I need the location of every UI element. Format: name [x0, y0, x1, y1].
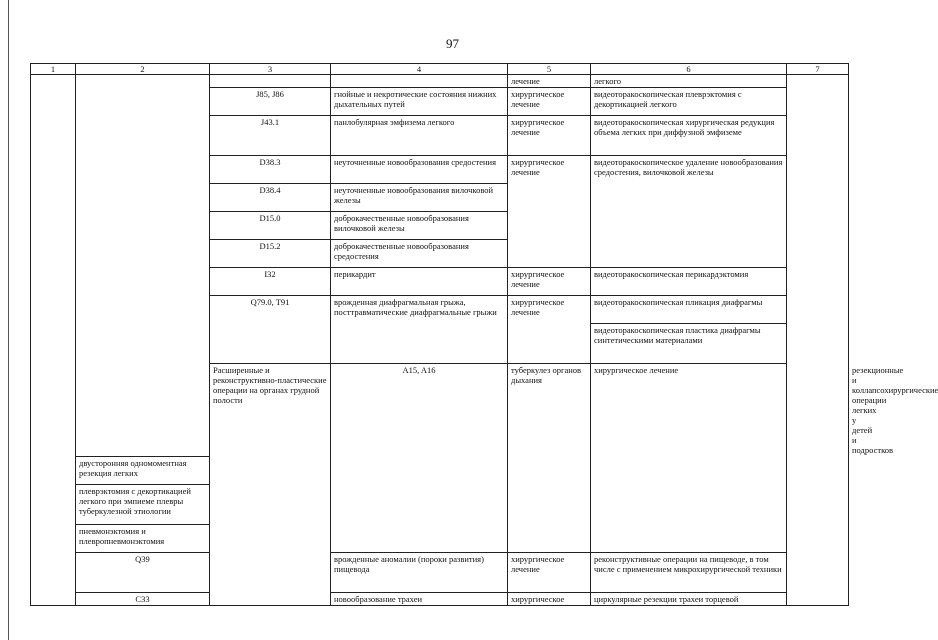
page-number: 97 [446, 36, 459, 51]
cell-method: видеоторакоскопическая пликация диафрагмы [591, 296, 787, 324]
cell-method: видеоторакоскопическая перикардэктомия [591, 268, 787, 296]
column-header: 2 [76, 64, 210, 75]
cell-diagnosis: доброкачественные новообразования средостения [331, 240, 508, 268]
cell-code: I32 [210, 268, 331, 296]
cell-treatment: хирургическое лечение [508, 116, 591, 156]
cell-code: C33 [76, 593, 210, 606]
cell-code: D15.0 [210, 212, 331, 240]
cell-code: J43.1 [210, 116, 331, 156]
cell-code: J85, J86 [210, 88, 331, 116]
cell-diagnosis: неуточненные новообразования вилочковой железы [331, 184, 508, 212]
cell-treatment: хирургическое лечение [508, 268, 591, 296]
table-row: Расширенные и реконструктивно-пластические операции на органах грудной полости A15, A16 туберкулез органов дыхания хирургическое лечение резекционные и коллапсохирургические операции легких у детей и подростков [31, 364, 849, 457]
cell-diagnosis: новообразование трахеи [331, 593, 508, 606]
cell-code: A15, A16 [331, 364, 508, 553]
column-header: 7 [787, 64, 849, 75]
cell-code [210, 75, 331, 88]
margin-line [8, 0, 9, 640]
cell-group: Расширенные и реконструктивно-пластические операции на органах грудной полости [210, 364, 331, 606]
cell-method: видеоторакоскопическая пластика диафрагмы синтетическими материалами [591, 324, 787, 364]
cell-diagnosis: панлобулярная эмфизема легкого [331, 116, 508, 156]
table-row [31, 593, 849, 606]
cell-code: D38.4 [210, 184, 331, 212]
cell-method: легкого [591, 75, 787, 88]
table-row [31, 553, 849, 593]
cell-method: реконструктивные операции на пищеводе, в том числе с применением микрохирургической техники [591, 553, 787, 593]
cell-diagnosis [331, 75, 508, 88]
cell-treatment: хирургическое [508, 593, 591, 606]
cell-method: пневмонэктомия и плевропневмонэктомия [76, 525, 210, 553]
cell-method: видеоторакоскопическая хирургическая редукция объема легких при диффузной эмфиземе [591, 116, 787, 156]
medical-procedures-table [30, 63, 938, 606]
column-header: 5 [508, 64, 591, 75]
table-row [31, 75, 849, 88]
cell-code: Q79.0, T91 [210, 296, 331, 364]
cell-code: D15.2 [210, 240, 331, 268]
cell-treatment: хирургическое лечение [508, 296, 591, 364]
cell-treatment: хирургическое лечение [508, 156, 591, 268]
cell-method: двусторонняя одномоментная резекция легких [76, 457, 210, 485]
cell-method: циркулярные резекции трахеи торцевой [591, 593, 787, 606]
column-header: 1 [31, 64, 76, 75]
column-header: 6 [591, 64, 787, 75]
cell-treatment: хирургическое лечение [508, 553, 591, 593]
cell-treatment: хирургическое лечение [508, 88, 591, 116]
column-header: 4 [331, 64, 508, 75]
cell-method: видеоторакоскопическая плеврэктомия с декортикацией легкого [591, 88, 787, 116]
cell-col2 [76, 75, 210, 457]
cell-method: видеоторакоскопическое удаление новообразования средостения, вилочковой железы [591, 156, 787, 268]
cell-diagnosis: перикардит [331, 268, 508, 296]
cell-col1 [31, 75, 76, 606]
cell-treatment: лечение [508, 75, 591, 88]
cell-diagnosis: врожденная диафрагмальная грыжа, посттравматические диафрагмальные грыжи [331, 296, 508, 364]
column-header: 3 [210, 64, 331, 75]
cell-diagnosis: доброкачественные новообразования вилочковой железы [331, 212, 508, 240]
header-row [31, 64, 849, 75]
cell-col7 [787, 75, 849, 606]
cell-code: Q39 [76, 553, 210, 593]
cell-diagnosis: неуточненные новообразования средостения [331, 156, 508, 184]
cell-diagnosis: врожденные аномалии (пороки развития) пищевода [331, 553, 508, 593]
cell-diagnosis: туберкулез органов дыхания [508, 364, 591, 553]
cell-code: D38.3 [210, 156, 331, 184]
cell-diagnosis: гнойные и некротические состояния нижних дыхательных путей [331, 88, 508, 116]
cell-method: плеврэктомия с декортикацией легкого при эмпиеме плевры туберкулезной этиологии [76, 485, 210, 525]
cell-treatment: хирургическое лечение [591, 364, 787, 553]
